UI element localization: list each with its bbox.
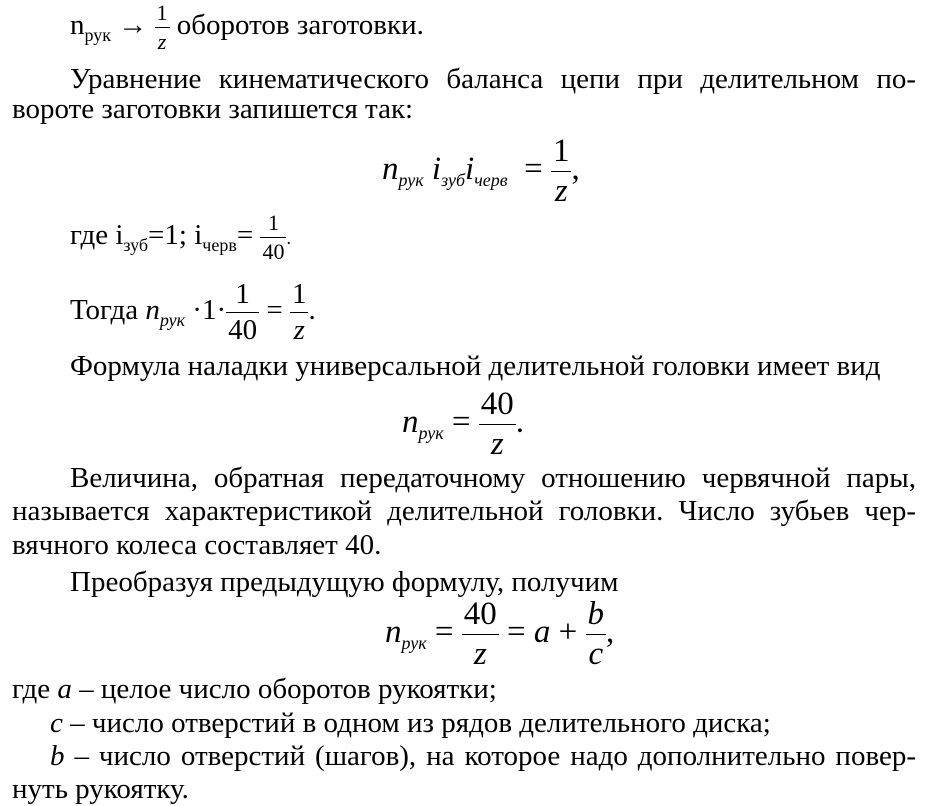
eq3-plus: + [558,614,578,651]
where-numerator: 1 [267,210,279,235]
symbol-n: n [70,9,85,42]
eq1-i1-subscript: зуб [441,170,466,191]
eq1-n: n [382,151,399,188]
eq2-equals: = [451,404,471,441]
then-denominator-1: 40 [228,314,258,346]
definition-c [50,709,771,738]
eq3-tail: , [606,614,615,651]
definition-b-continuation: нуть рукоятку. [12,773,189,805]
fraction-1-over-z [155,2,170,53]
then-n: n [145,294,160,327]
where-prefix: где i [70,219,124,252]
then-line [70,280,316,345]
eq3-equals-2: = [507,614,526,651]
arrow-symbol: → [118,9,148,42]
intro-text: оборотов заготовки. [176,9,424,42]
equation-2 [402,388,524,461]
definition-c-var: c [50,707,63,739]
paragraph-2: Формула наладки универсальной делительной головки имеет вид [70,350,881,382]
where-line [70,212,291,263]
intro-formula-line [70,2,424,53]
eq3-n: n [385,614,402,651]
eq3-a: a [533,614,551,651]
eq3-denominator-c: c [588,636,604,672]
eq1-n-subscript: рук [398,170,424,191]
eq1-tail: , [571,151,580,188]
definition-a [12,675,497,704]
eq1-fraction [551,135,572,208]
equation-3 [385,598,614,671]
eq1-equals: = [524,151,543,188]
eq2-n-subscript: рук [418,423,444,444]
eq3-n-subscript: рук [401,633,427,654]
denominator: z [157,29,167,54]
eq3-fraction-1 [462,598,499,671]
eq2-numerator: 40 [480,386,514,422]
paragraph-1-line-1: Уравнение кинематического баланса цепи при делительном по- [70,63,916,95]
then-fraction-2 [290,280,309,345]
eq3-denominator-1: z [473,636,487,672]
eq1-numerator: 1 [552,133,570,169]
definition-a-text: – целое число оборотов рукоятки; [71,673,497,705]
where-fraction [260,212,286,263]
eq3-numerator-1: 40 [463,596,497,632]
then-numerator-2: 1 [291,278,307,310]
definition-a-var: a [57,673,72,705]
then-equals: = [266,294,283,327]
where-sub-cherv: черв [202,235,237,256]
where-sub-zub: зуб [123,235,149,256]
eq3-equals-1: = [434,614,454,651]
numerator: 1 [156,0,168,25]
where-mid: =1; i [148,219,203,252]
paragraph-3-line-2: называется характеристикой делительной головки. Число зубьев чер- [12,495,916,527]
paragraph-4: Преобразуя предыдущую формулу, получим [70,566,619,598]
where-tail: . [286,228,291,249]
eq1-i1: i [431,151,442,188]
equation-1 [382,135,580,208]
eq3-numerator-b: b [587,596,605,632]
definition-b [50,742,916,771]
eq1-i2: i [465,151,475,188]
eq1-i2-subscript: черв [474,170,508,191]
where-denominator: 40 [262,239,285,264]
eq2-denominator: z [490,426,504,462]
then-fraction-1 [226,280,259,345]
paragraph-3-line-3: вячного колеса составляет 40. [12,529,382,561]
definition-c-text: – число отверстий в одном из рядов делительного диска; [62,707,771,739]
eq3-fraction-2 [586,598,607,671]
eq1-denominator: z [554,173,568,209]
eq2-n: n [402,404,419,441]
then-denominator-2: z [293,314,305,346]
eq2-tail: . [515,404,525,441]
definition-b-text: – число отверстий (шагов), на которое надо дополнительно повер- [64,740,916,772]
definition-b-var: b [50,740,65,772]
eq2-fraction [479,388,516,461]
then-n-subscript: рук [159,310,186,331]
then-word: Тогда [70,294,139,327]
subscript-ruk: рук [84,25,112,46]
paragraph-3-line-1: Величина, обратная передаточному отношению червячной пары, [70,462,916,494]
then-multiply: ·1· [192,294,227,327]
then-tail: . [308,294,316,327]
definition-a-prefix: где [12,673,58,705]
where-equals: = [236,219,254,252]
paragraph-1-line-2: вороте заготовки запишется так: [12,93,414,125]
then-numerator-1: 1 [235,278,250,310]
